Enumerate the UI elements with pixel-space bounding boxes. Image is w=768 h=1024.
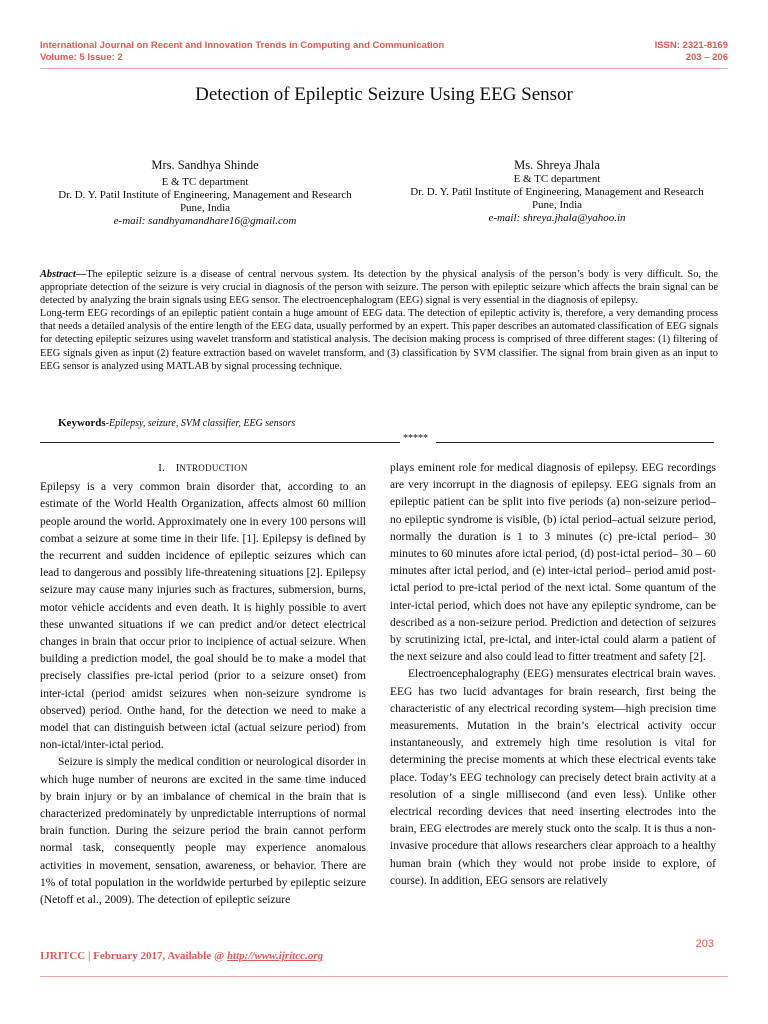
page-number: 203 bbox=[695, 938, 714, 950]
divider-line-left bbox=[40, 442, 400, 443]
right-column bbox=[390, 460, 716, 890]
body-paragraph: Seizure is simply the medical condition or neurological disorder in which huge number of neurons are excited in the same time induced by brain injury or by an imbalance of chemical in the brain that is characterized predominately by unpredictable interruptions of normal brain function. During the seizure period the brain cannot perform normal task, consequently people may experience anomalous activities in movement, sensation, awareness, or behavior. There are 1% of total population in the worldwide perturbed by epileptic seizure (Netoff et al., 2009). The detection of epileptic seizure bbox=[40, 756, 366, 907]
author-city: Pune, India bbox=[531, 199, 583, 211]
abstract-label: Abstract bbox=[40, 269, 76, 280]
abstract-dash: — bbox=[75, 269, 87, 280]
author-institute: Dr. D. Y. Patil Institute of Engineering, Management and Research bbox=[58, 189, 352, 201]
divider-line-right bbox=[436, 442, 714, 443]
author-email[interactable]: e-mail: shreya.jhala@yahoo.in bbox=[488, 212, 626, 224]
body-paragraph: Epilepsy is a very common brain disorder that, according to an estimate of the World Health Organization, affects almost 60 million people around the world. Approximately one in every 100 persons will combat a seizure at some time in their life. [1]. Epilepsy is defined by the recurrent and sudden incidence of epileptic seizures which can lead to dangerous and possibly life-threatening situations [2]. Epilepsy seizure may cause many injuries such as fractures, submersion, burns, motor vehicle accidents and even death. It is highly possible to avert these unwanted situations if we can predict and/or detect electrical changes in brain that occur prior to incipience of actual seizure. When building a prediction model, the goal should be to make a model that precisely classifies pre-ictal period (prior to a seizure onset) from inter-ictal (period amidst seizures when non-seizure syndrome is observed) period. Onthe hand, for the detection we need to make a model that can distinguish between ictal (actual seizure period) from non-ictal/inter-ictal period. bbox=[40, 481, 366, 752]
author-name: Ms. Shreya Jhala bbox=[514, 158, 600, 172]
footer-text: IJRITCC | February 2017, Available @ bbox=[40, 950, 227, 962]
journal-volume: Volume: 5 Issue: 2 bbox=[40, 52, 123, 63]
keywords-text: -Epilepsy, seizure, SVM classifier, EEG sensors bbox=[105, 418, 296, 429]
author-block-2 bbox=[390, 157, 724, 225]
body-paragraph: Electroencephalography (EEG) mensurates electrical brain waves. EEG has two lucid advantages for brain research, first being the characteristic of any electrical recording system—high precision time measurements. Mutation in the brain’s electrical activity occur instantaneously, and extremely high time resolution is vital for determining the precise moments at which these electrical events take place. Today’s EEG technology can precisely detect brain activity at a resolution of a single millisecond (and even less). Unlike other electrical recording devices that need inserting electrodes into the brain, EEG electrodes are merely stuck onto the scalp. It is thus a non-invasive procedure that allows researchers clear approach to a healthy human brain (which they would not probe inside to explore, of course). In addition, EEG sensors are relatively bbox=[390, 668, 716, 887]
author-department: E & TC department bbox=[513, 173, 601, 185]
author-block-1 bbox=[40, 157, 370, 228]
journal-pages: 203 – 206 bbox=[685, 52, 728, 63]
section-divider bbox=[40, 432, 714, 446]
author-department: E & TC department bbox=[161, 176, 249, 188]
left-column bbox=[40, 460, 366, 909]
divider-stars: ***** bbox=[403, 433, 428, 444]
keywords-label: Keywords bbox=[58, 417, 106, 429]
footer-rule bbox=[40, 976, 728, 977]
paper-title: Detection of Epileptic Seizure Using EEG Sensor bbox=[195, 84, 573, 105]
header-rule bbox=[40, 68, 728, 69]
author-institute: Dr. D. Y. Patil Institute of Engineering, Management and Research bbox=[410, 186, 704, 198]
footer bbox=[40, 950, 323, 962]
footer-link[interactable]: http://www.ijritcc.org bbox=[226, 950, 324, 962]
abstract-paragraph-1: Abstract—The epileptic seizure is a disease of central nervous system. Its detection by the physical analysis of the person’s body is very difficult. So, the appropriate detection of the seizure is very crucial in diagnosis of the person with seizure. The person with epileptic seizure which affects the brain signal can be detected by analyzing the brain signals using EEG sensor. The electroencephalogram (EEG) signal is very essential in the diagnosis of epilepsy. bbox=[40, 269, 718, 307]
journal-issn: ISSN: 2321-8169 bbox=[654, 40, 728, 51]
journal-name: International Journal on Recent and Innovation Trends in Computing and Communication bbox=[40, 40, 445, 51]
body-paragraph: plays eminent role for medical diagnosis of epilepsy. EEG recordings are very incorrupt in the diagnosis of epilepsy. EEG signals from an epileptic patient can be split into five periods (a) non-seizure period– no epileptic syndrome is visible, (b) ictal period–actual seizure period, normally the duration is 1 to 3 minutes (c) pre-ictal period– 30 minutes to 60 minutes afore ictal period, (d) post-ictal period– 30 – 60 minutes after ictal period, and (e) inter-ictal period– period amid post-ictal period to pre-ictal period of the next ictal. Some quantum of the inter-ictal period, which does not have any epileptic syndrome, can be described as a non-seizure period. Prediction and detection of seizures by scrutinizing ictal, pre-ictal, and inter-ictal could alarm a patient of the next seizure and also could lead to fitter treatment and safety [2]. bbox=[390, 462, 716, 664]
keywords bbox=[58, 416, 295, 431]
abstract bbox=[40, 268, 718, 373]
author-city: Pune, India bbox=[179, 202, 231, 214]
author-name: Mrs. Sandhya Shinde bbox=[151, 158, 259, 172]
author-email[interactable]: e-mail: sandhyamandhare16@gmail.com bbox=[113, 215, 297, 227]
section-heading: I. INTRODUCTION bbox=[158, 462, 248, 474]
abstract-paragraph-2: Long-term EEG recordings of an epileptic patient contain a huge amount of EEG data. The detection of epileptic activity is, therefore, a very demanding process that needs a detailed analysis of the entire length of the EEG data, usually performed by an expert. This paper describes an automated classification of EEG signals for detecting epileptic seizures using wavelet transform and statistical analysis. The decision making process is comprised of three different stages: (1) filtering of EEG signals given as input (2) feature extraction based on wavelet transform, and (3) classification by SVM classifier. The signal from brain given as an input to EEG sensor is analyzed using MATLAB by signal processing technique. bbox=[40, 308, 718, 372]
